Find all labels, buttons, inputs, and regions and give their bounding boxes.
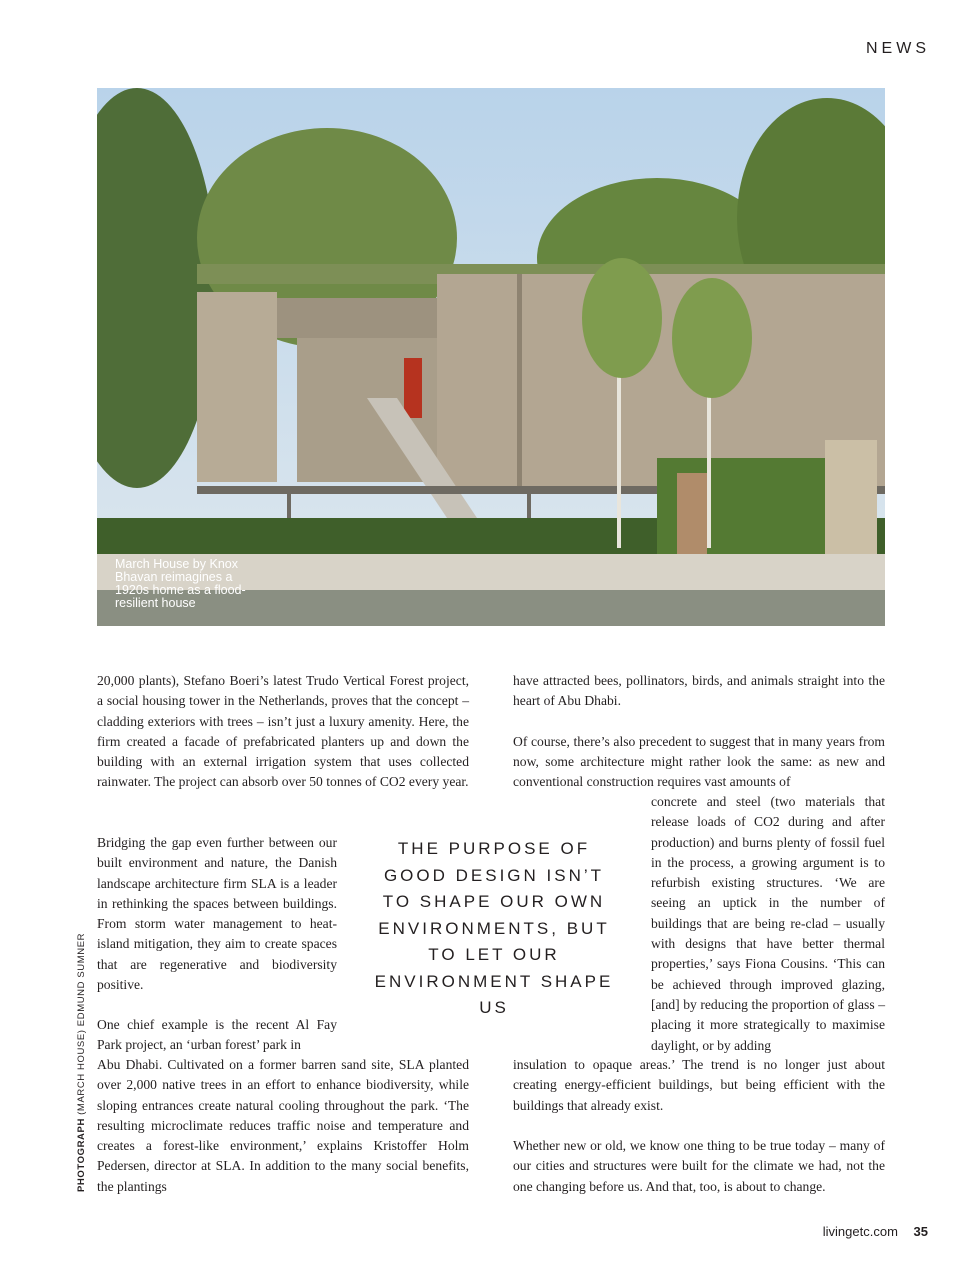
paragraph: Bridging the gap even further between our built environment and nature, the Danish landscape architecture firm SLA is a leader in rethinking the spaces between buildings. From storm water management to heat-island mitigation, they aim to create spaces that are regenerative and biodiversity positive. [97, 835, 337, 993]
hero-photo [97, 88, 885, 626]
page-number: 35 [913, 1224, 928, 1239]
pull-quote: THE PURPOSE OF GOOD DESIGN ISN’T TO SHAPE OUR OWN ENVIRONMENTS, BUT TO LET OUR ENVIRONMENT SHAPE US [374, 839, 614, 1017]
credit-label: PHOTOGRAPH [76, 1118, 87, 1192]
site-url[interactable]: livingetc.com [822, 1224, 898, 1239]
paragraph: 20,000 plants), Stefano Boeri’s latest Trudo Vertical Forest project, a social housing tower in the Netherlands, proves that the concept – cladding exteriors with trees – isn’t just a luxury amenity. Here, the firm created a facade of prefabricated planters up and down the building with an external irrigation system that uses collected rainwater. The project can absorb over 50 tonnes of CO2 every year. [97, 673, 469, 790]
left-column-narrow [97, 833, 337, 1016]
credit-text: (MARCH HOUSE) EDMUND SUMNER [76, 932, 87, 1115]
left-column-top [97, 671, 469, 813]
photo-credit [76, 933, 87, 1192]
paragraph: Abu Dhabi. Cultivated on a former barren sand site, SLA planted over 2,000 native trees in an effort to enhance biodiversity, while sloping entrances create natural cooling throughout the park. ‘The resulting microclimate reduces traffic noise and temperature and creates a forest-like environment,’ explains Kristoffer Holm Pedersen, director at SLA. In addition to the many social benefits, the plantings [97, 1057, 469, 1194]
paragraph: concrete and steel (two materials that release loads of CO2 during and after production) and burns plenty of fossil fuel in the process, a growing argument is to refurbish existing structures. ‘We are seeing an uptick in the number of buildings that are being re-clad – usually with designs that have better thermal properties,’ says Fiona Cousins. ‘This can be achieved through improved glazing, [and] by reducing the proportion of glass – placing it more strategically to maximise daylight, or by adding [651, 794, 885, 1053]
paragraph: insulation to opaque areas.’ The trend is no longer just about creating energy-efficient buildings, but being efficient with the buildings that already exist. [513, 1057, 885, 1113]
right-column-narrow [651, 792, 885, 1056]
section-label: NEWS [866, 40, 930, 57]
paragraph: have attracted bees, pollinators, birds, and animals straight into the heart of Abu Dhabi. [513, 673, 885, 709]
right-column-top [513, 671, 885, 793]
house-illustration [97, 88, 885, 626]
paragraph: One chief example is the recent Al Fay Park project, an ‘urban forest’ park in [97, 1017, 337, 1053]
page-footer [823, 1224, 928, 1239]
photo-caption: March House by Knox Bhavan reimagines a 1920s home as a flood-resilient house [115, 557, 246, 610]
paragraph: Whether new or old, we know one thing to be true today – many of our cities and structures were built for the climate we had, not the one changing before us. And that, too, is about to change. [513, 1138, 885, 1194]
paragraph: Of course, there’s also precedent to suggest that in many years from now, some architecture might rather look the same: as new and conventional construction requires vast amounts of [513, 733, 885, 790]
right-column-bottom [513, 1055, 885, 1217]
left-column-wide [97, 1055, 469, 1217]
